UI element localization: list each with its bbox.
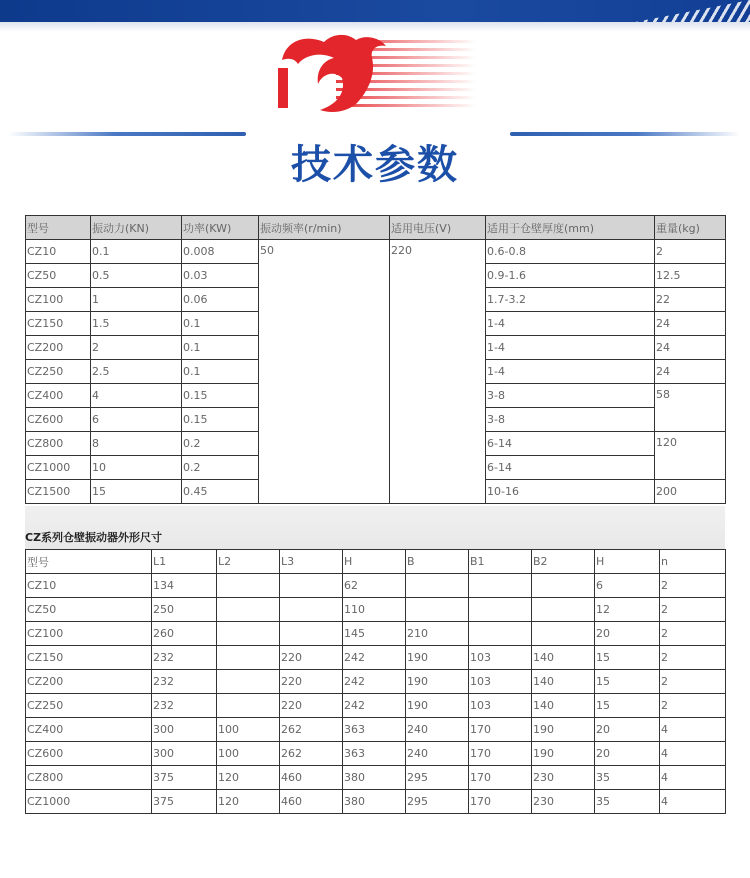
model-cell: CZ400 [26, 384, 91, 408]
dimensions-cell: 170 [469, 790, 532, 814]
force-cell: 2.5 [91, 360, 182, 384]
power-cell: 0.008 [182, 240, 259, 264]
thickness-cell: 1.7-3.2 [486, 288, 655, 312]
dimensions-cell [532, 622, 595, 646]
thickness-cell: 3-8 [486, 384, 655, 408]
table-row [26, 598, 726, 622]
dimensions-cell: 240 [406, 742, 469, 766]
dimensions-cell: 2 [660, 670, 726, 694]
dimensions-cell: CZ1000 [26, 790, 152, 814]
dimensions-cell: 262 [280, 718, 343, 742]
power-cell: 0.1 [182, 360, 259, 384]
dimensions-header-cell: L2 [217, 550, 280, 574]
dimensions-cell [406, 598, 469, 622]
specs-header-cell: 振动频率(r/min) [259, 216, 390, 240]
dimensions-cell: 295 [406, 766, 469, 790]
power-cell: 0.2 [182, 456, 259, 480]
dimensions-cell: 62 [343, 574, 406, 598]
thickness-cell: 0.9-1.6 [486, 264, 655, 288]
dimensions-cell: CZ200 [26, 670, 152, 694]
dimensions-cell: 220 [280, 694, 343, 718]
dimensions-cell: 190 [406, 670, 469, 694]
model-cell: CZ1000 [26, 456, 91, 480]
dimensions-cell [532, 574, 595, 598]
dimensions-cell: 12 [595, 598, 660, 622]
weight-cell: 120 [655, 432, 726, 480]
thickness-cell: 1-4 [486, 360, 655, 384]
dimensions-cell [217, 694, 280, 718]
dimensions-cell: CZ100 [26, 622, 152, 646]
model-cell: CZ600 [26, 408, 91, 432]
company-logo [276, 30, 476, 114]
dimensions-cell: 120 [217, 766, 280, 790]
force-cell: 4 [91, 384, 182, 408]
dimensions-cell: 190 [406, 646, 469, 670]
dimensions-cell: 295 [406, 790, 469, 814]
dimensions-cell: 230 [532, 790, 595, 814]
force-cell: 2 [91, 336, 182, 360]
dimensions-cell: 170 [469, 742, 532, 766]
dimensions-cell [217, 598, 280, 622]
dimensions-cell [469, 622, 532, 646]
dimensions-cell [406, 574, 469, 598]
thickness-cell: 6-14 [486, 456, 655, 480]
banner-stripes [610, 0, 750, 22]
dimensions-cell: 300 [152, 742, 217, 766]
model-cell: CZ100 [26, 288, 91, 312]
dimensions-cell: 103 [469, 646, 532, 670]
thickness-cell: 6-14 [486, 432, 655, 456]
specs-header-row [26, 216, 726, 240]
table-row [26, 790, 726, 814]
dimensions-cell [280, 574, 343, 598]
dimensions-cell [217, 622, 280, 646]
table-row [26, 670, 726, 694]
dimensions-cell: 100 [217, 718, 280, 742]
specs-header-cell: 适用于仓壁厚度(mm) [486, 216, 655, 240]
dimensions-cell: 220 [280, 646, 343, 670]
dimensions-cell: 20 [595, 742, 660, 766]
dimensions-cell [217, 670, 280, 694]
weight-cell: 24 [655, 312, 726, 336]
frequency-cell: 50 [259, 240, 390, 504]
dimensions-cell: 190 [532, 742, 595, 766]
dimensions-cell: 232 [152, 694, 217, 718]
force-cell: 0.1 [91, 240, 182, 264]
table-row [26, 574, 726, 598]
specs-header-cell: 振动力(KN) [91, 216, 182, 240]
top-banner [0, 0, 750, 22]
dimensions-cell: 140 [532, 694, 595, 718]
dimensions-cell: CZ150 [26, 646, 152, 670]
specs-header-cell: 功率(KW) [182, 216, 259, 240]
dimensions-cell: 20 [595, 622, 660, 646]
dimensions-cell: 190 [532, 718, 595, 742]
dimensions-header-cell: H [343, 550, 406, 574]
dimensions-cell: CZ50 [26, 598, 152, 622]
dimensions-header-cell: B2 [532, 550, 595, 574]
weight-cell: 12.5 [655, 264, 726, 288]
power-cell: 0.15 [182, 408, 259, 432]
dimensions-header-cell: L3 [280, 550, 343, 574]
dimensions-cell: 140 [532, 670, 595, 694]
dimensions-cell: 262 [280, 742, 343, 766]
dimensions-cell: CZ10 [26, 574, 152, 598]
table-row [26, 742, 726, 766]
weight-cell: 24 [655, 360, 726, 384]
force-cell: 10 [91, 456, 182, 480]
dimensions-cell [532, 598, 595, 622]
dimensions-header-cell: B1 [469, 550, 532, 574]
power-cell: 0.03 [182, 264, 259, 288]
table-row [26, 694, 726, 718]
dimensions-title: CZ系列仓壁振动器外形尺寸 [25, 531, 163, 544]
dimensions-cell: 103 [469, 694, 532, 718]
dimensions-cell: 4 [660, 742, 726, 766]
dimensions-cell: 20 [595, 718, 660, 742]
dimensions-cell: 35 [595, 766, 660, 790]
dimensions-cell: 4 [660, 718, 726, 742]
dimensions-cell: 15 [595, 646, 660, 670]
specs-table [25, 215, 726, 504]
dimensions-cell: 100 [217, 742, 280, 766]
force-cell: 1.5 [91, 312, 182, 336]
dimensions-header-row [26, 550, 726, 574]
dimensions-cell: CZ800 [26, 766, 152, 790]
dimensions-cell: 103 [469, 670, 532, 694]
dimensions-cell: 210 [406, 622, 469, 646]
title-line-left [8, 132, 246, 136]
table-row [26, 718, 726, 742]
dimensions-cell: 15 [595, 694, 660, 718]
force-cell: 1 [91, 288, 182, 312]
dimensions-cell: 170 [469, 718, 532, 742]
dimensions-cell: 134 [152, 574, 217, 598]
dimensions-cell: 2 [660, 598, 726, 622]
dimensions-cell: CZ250 [26, 694, 152, 718]
table-row [26, 766, 726, 790]
page-title: 技术参数 [291, 142, 459, 188]
model-cell: CZ10 [26, 240, 91, 264]
dimensions-cell: 35 [595, 790, 660, 814]
model-cell: CZ1500 [26, 480, 91, 504]
dimensions-cell: 220 [280, 670, 343, 694]
dimensions-cell [280, 598, 343, 622]
dimensions-cell: 140 [532, 646, 595, 670]
dimensions-cell: 2 [660, 622, 726, 646]
dimensions-cell: 242 [343, 670, 406, 694]
dimensions-header-cell: n [660, 550, 726, 574]
model-cell: CZ800 [26, 432, 91, 456]
weight-cell: 58 [655, 384, 726, 432]
voltage-cell: 220 [390, 240, 486, 504]
dimensions-cell: 2 [660, 646, 726, 670]
dimensions-cell: 15 [595, 670, 660, 694]
dimensions-cell: 110 [343, 598, 406, 622]
power-cell: 0.15 [182, 384, 259, 408]
force-cell: 0.5 [91, 264, 182, 288]
specs-header-cell: 适用电压(V) [390, 216, 486, 240]
specs-header-cell: 重量(kg) [655, 216, 726, 240]
dimensions-cell: 6 [595, 574, 660, 598]
dimensions-cell: 120 [217, 790, 280, 814]
dimensions-cell: 250 [152, 598, 217, 622]
dimensions-cell: 2 [660, 574, 726, 598]
dimensions-cell [469, 574, 532, 598]
dimensions-cell [217, 574, 280, 598]
model-cell: CZ250 [26, 360, 91, 384]
dimensions-cell: 170 [469, 766, 532, 790]
dimensions-header-cell: H [595, 550, 660, 574]
dimensions-cell: 380 [343, 790, 406, 814]
thickness-cell: 1-4 [486, 336, 655, 360]
dimensions-header-cell: L1 [152, 550, 217, 574]
dimensions-cell: 145 [343, 622, 406, 646]
model-cell: CZ50 [26, 264, 91, 288]
table-row [26, 646, 726, 670]
dimensions-cell: 300 [152, 718, 217, 742]
thickness-cell: 3-8 [486, 408, 655, 432]
power-cell: 0.1 [182, 336, 259, 360]
dimensions-cell: 232 [152, 646, 217, 670]
model-cell: CZ200 [26, 336, 91, 360]
force-cell: 8 [91, 432, 182, 456]
dimensions-cell: 460 [280, 790, 343, 814]
dimensions-cell: CZ600 [26, 742, 152, 766]
specs-header-cell: 型号 [26, 216, 91, 240]
title-line-right [510, 132, 740, 136]
power-cell: 0.45 [182, 480, 259, 504]
force-cell: 15 [91, 480, 182, 504]
thickness-cell: 10-16 [486, 480, 655, 504]
dimensions-cell: 4 [660, 766, 726, 790]
dimensions-cell: 190 [406, 694, 469, 718]
power-cell: 0.1 [182, 312, 259, 336]
dimensions-cell [469, 598, 532, 622]
dimensions-cell: 375 [152, 790, 217, 814]
power-cell: 0.2 [182, 432, 259, 456]
dimensions-cell [217, 646, 280, 670]
dimensions-cell: 460 [280, 766, 343, 790]
weight-cell: 2 [655, 240, 726, 264]
dimensions-header-cell: B [406, 550, 469, 574]
dimensions-cell: 260 [152, 622, 217, 646]
model-cell: CZ150 [26, 312, 91, 336]
weight-cell: 22 [655, 288, 726, 312]
dimensions-cell: 242 [343, 646, 406, 670]
dimensions-cell: 380 [343, 766, 406, 790]
dimensions-table [25, 549, 726, 814]
logo-letter: H [286, 76, 311, 114]
dimensions-cell: 4 [660, 790, 726, 814]
dimensions-cell: 242 [343, 694, 406, 718]
weight-cell: 200 [655, 480, 726, 504]
dimensions-cell: 375 [152, 766, 217, 790]
table-row [26, 240, 726, 264]
weight-cell: 24 [655, 336, 726, 360]
dimensions-header-cell: 型号 [26, 550, 152, 574]
dimensions-cell: 363 [343, 718, 406, 742]
dimensions-cell [280, 622, 343, 646]
dimensions-cell: 363 [343, 742, 406, 766]
force-cell: 6 [91, 408, 182, 432]
thickness-cell: 1-4 [486, 312, 655, 336]
dimensions-cell: 230 [532, 766, 595, 790]
dimensions-cell: 240 [406, 718, 469, 742]
table-row [26, 622, 726, 646]
dimensions-cell: 2 [660, 694, 726, 718]
power-cell: 0.06 [182, 288, 259, 312]
dimensions-cell: 232 [152, 670, 217, 694]
dimensions-cell: CZ400 [26, 718, 152, 742]
thickness-cell: 0.6-0.8 [486, 240, 655, 264]
